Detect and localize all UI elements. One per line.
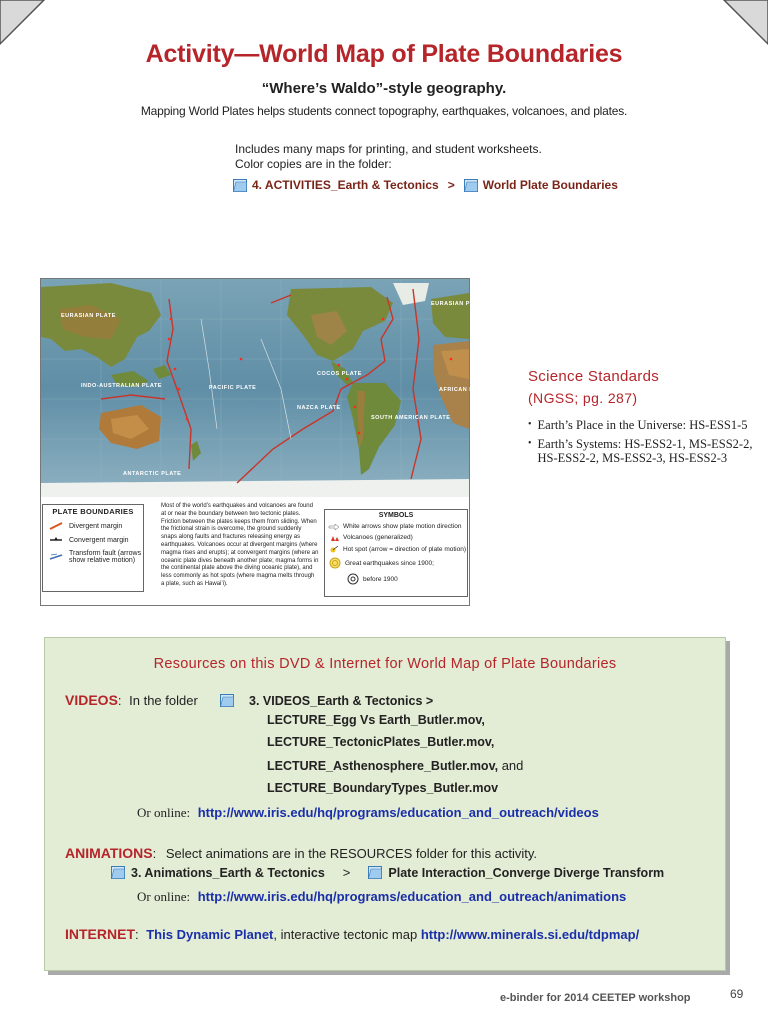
symbol-item: Volcanoes (generalized) xyxy=(343,534,413,541)
list-item xyxy=(528,437,758,465)
bullet-icon: • xyxy=(528,438,532,449)
bullet-icon: • xyxy=(528,419,532,430)
videos-online-line xyxy=(137,805,599,821)
hot-spot-icon xyxy=(329,545,339,553)
video-file-link[interactable]: LECTURE_Egg Vs Earth_Butler.mov, xyxy=(267,713,485,727)
page-number: 69 xyxy=(730,987,744,1001)
resources-title: Resources on this DVD & Internet for World Map of Plate Boundaries xyxy=(153,656,617,672)
animations-folder-path xyxy=(111,865,664,880)
video-file-link[interactable]: LECTURE_BoundaryTypes_Butler.mov xyxy=(267,781,499,795)
convergent-margin-icon xyxy=(49,536,63,544)
online-label: Or online: xyxy=(137,805,191,820)
standard-text: Earth’s Place in the Universe: HS-ESS1-5 xyxy=(537,418,748,432)
symbol-item: before 1900 xyxy=(363,575,398,583)
symbol-row-arrows xyxy=(329,523,467,530)
map-label: NAZCA PLATE xyxy=(297,405,341,411)
page-title: Activity—World Map of Plate Boundaries xyxy=(145,40,623,68)
videos-label: VIDEOS xyxy=(65,692,118,708)
animations-online-line xyxy=(137,889,626,905)
map-label: PACIFIC PLATE xyxy=(209,385,257,391)
videos-folder-link[interactable]: 3. VIDEOS_Earth & Tectonics > xyxy=(249,694,434,708)
internet-line: INTERNET: This Dynamic Planet, interactive tectonic map http://www.minerals.si.edu/tdpmap/ xyxy=(65,926,640,942)
includes-text xyxy=(235,142,542,172)
standards-list xyxy=(528,418,758,470)
page-description: Mapping World Plates helps students connect topography, earthquakes, volcanoes, and plates. xyxy=(140,104,628,118)
this-dynamic-planet-link[interactable]: This Dynamic Planet xyxy=(146,927,274,942)
folder-icon xyxy=(368,866,382,879)
includes-line-1: Includes many maps for printing, and student worksheets. xyxy=(235,142,542,156)
animations-label: ANIMATIONS xyxy=(65,845,153,861)
map-label: EURASIAN PLATE xyxy=(61,313,116,319)
legend-row-transform xyxy=(49,550,143,564)
map-label: EURASIAN PLATE xyxy=(431,301,486,307)
legend-row-divergent xyxy=(49,522,143,530)
path-separator: > xyxy=(342,865,351,880)
standards-reference: (NGSS; pg. 287) xyxy=(528,390,638,406)
folder-icon xyxy=(111,866,125,879)
white-arrow-icon xyxy=(329,524,339,530)
video-file-line-3 xyxy=(267,758,523,773)
legend-title: PLATE BOUNDARIES xyxy=(52,507,134,516)
legend-item: Divergent margin xyxy=(69,522,123,530)
videos-intro: In the folder xyxy=(129,693,198,708)
symbol-item: Hot spot (arrow = direction of plate motion) xyxy=(343,545,467,553)
map-label: INDO-AUSTRALIAN PLATE xyxy=(81,383,162,389)
map-label: ANTARCTIC PLATE xyxy=(123,471,182,477)
animations-folder-link[interactable]: 3. Animations_Earth & Tectonics xyxy=(131,865,325,880)
video-file-link[interactable]: LECTURE_Asthenosphere_Butler.mov, xyxy=(267,759,499,773)
symbols-title: SYMBOLS xyxy=(378,512,414,519)
video-file-link[interactable]: LECTURE_TectonicPlates_Butler.mov, xyxy=(267,735,495,749)
internet-label: INTERNET xyxy=(65,926,135,942)
earthquake-before-1900-icon xyxy=(347,573,359,585)
map-label: COCOS PLATE xyxy=(317,371,362,377)
map-label: AFRICAN PLATE xyxy=(439,387,490,393)
standard-text: Earth’s Systems: HS-ESS2-1, MS-ESS2-2, HS-ESS2-2, MS-ESS2-3, HS-ESS2-3 xyxy=(537,437,753,465)
legend-item: Transform fault (arrows show relative motion) xyxy=(69,550,142,564)
symbol-item: White arrows show plate motion direction xyxy=(343,523,462,530)
list-item xyxy=(528,418,758,432)
page-subtitle: “Where’s Waldo”-style geography. xyxy=(261,80,507,97)
folder-icon xyxy=(464,179,478,192)
symbol-item: Great earthquakes since 1900; xyxy=(345,559,434,567)
legend-row-convergent xyxy=(49,536,143,544)
map-explanation: Most of the world’s earthquakes and volcanoes are found at or near the boundary between two tectonic plates. Friction between the plates keeps them from sliding. When the frictional strain is overcome, the ground suddenly snaps along faults and fractures releasing energy as earthquakes. Volcanoes occur at divergent margins (where magma rises and erupts); at convergent margins (where an oceanic plate dives beneath another plate; magma forms in the continental plate above the diving oceanic plate), and less commonly as hot spots (where magma melts through a plate, such as Hawai’i). xyxy=(161,503,319,587)
folder-world-plates-link[interactable]: World Plate Boundaries xyxy=(482,178,618,192)
standards-title: Science Standards xyxy=(528,368,660,385)
folder-icon xyxy=(220,694,234,707)
folder-icon xyxy=(233,179,247,192)
includes-line-2: Color copies are in the folder: xyxy=(235,157,392,171)
animations-intro: Select animations are in the RESOURCES folder for this activity. xyxy=(165,846,537,861)
world-map-graphic xyxy=(41,279,490,497)
volcano-icon xyxy=(329,535,339,541)
online-label: Or online: xyxy=(137,889,191,904)
tdpmap-link[interactable]: http://www.minerals.si.edu/tdpmap/ xyxy=(420,927,640,942)
animations-online-link[interactable]: http://www.iris.edu/hq/programs/education_and_outreach/animations xyxy=(197,889,627,904)
videos-line: VIDEOS: In the folder xyxy=(65,692,198,708)
symbol-row-before-1900 xyxy=(347,573,467,585)
videos-online-link[interactable]: http://www.iris.edu/hq/programs/education_and_outreach/videos xyxy=(197,805,599,820)
divergent-margin-icon xyxy=(49,522,63,530)
great-earthquake-icon xyxy=(329,557,341,569)
world-map xyxy=(41,279,490,497)
plate-interaction-folder-link[interactable]: Plate Interaction_Converge Diverge Transform xyxy=(388,865,665,880)
path-separator: > xyxy=(447,178,455,192)
footer-text: e-binder for 2014 CEETEP workshop xyxy=(500,992,691,1004)
symbol-row-earthquakes xyxy=(329,557,467,569)
symbol-row-volcanoes xyxy=(329,534,467,541)
plate-boundaries-legend xyxy=(42,504,144,592)
folder-activities-link[interactable]: 4. ACTIVITIES_Earth & Tectonics xyxy=(252,178,439,192)
internet-text: , interactive tectonic map xyxy=(273,927,418,942)
transform-fault-icon xyxy=(49,553,63,561)
map-label: SOUTH AMERICAN PLATE xyxy=(371,415,451,421)
plate-map-figure xyxy=(40,278,490,606)
legend-item: Convergent margin xyxy=(69,536,129,544)
resources-box xyxy=(44,637,726,971)
map-legend-area xyxy=(41,499,469,605)
folder-path xyxy=(233,178,618,192)
symbol-row-hotspot xyxy=(329,545,467,553)
animations-line: ANIMATIONS: Select animations are in the RESOURCES folder for this activity. xyxy=(65,845,537,861)
and-text: and xyxy=(501,758,524,773)
symbols-legend xyxy=(324,509,468,597)
